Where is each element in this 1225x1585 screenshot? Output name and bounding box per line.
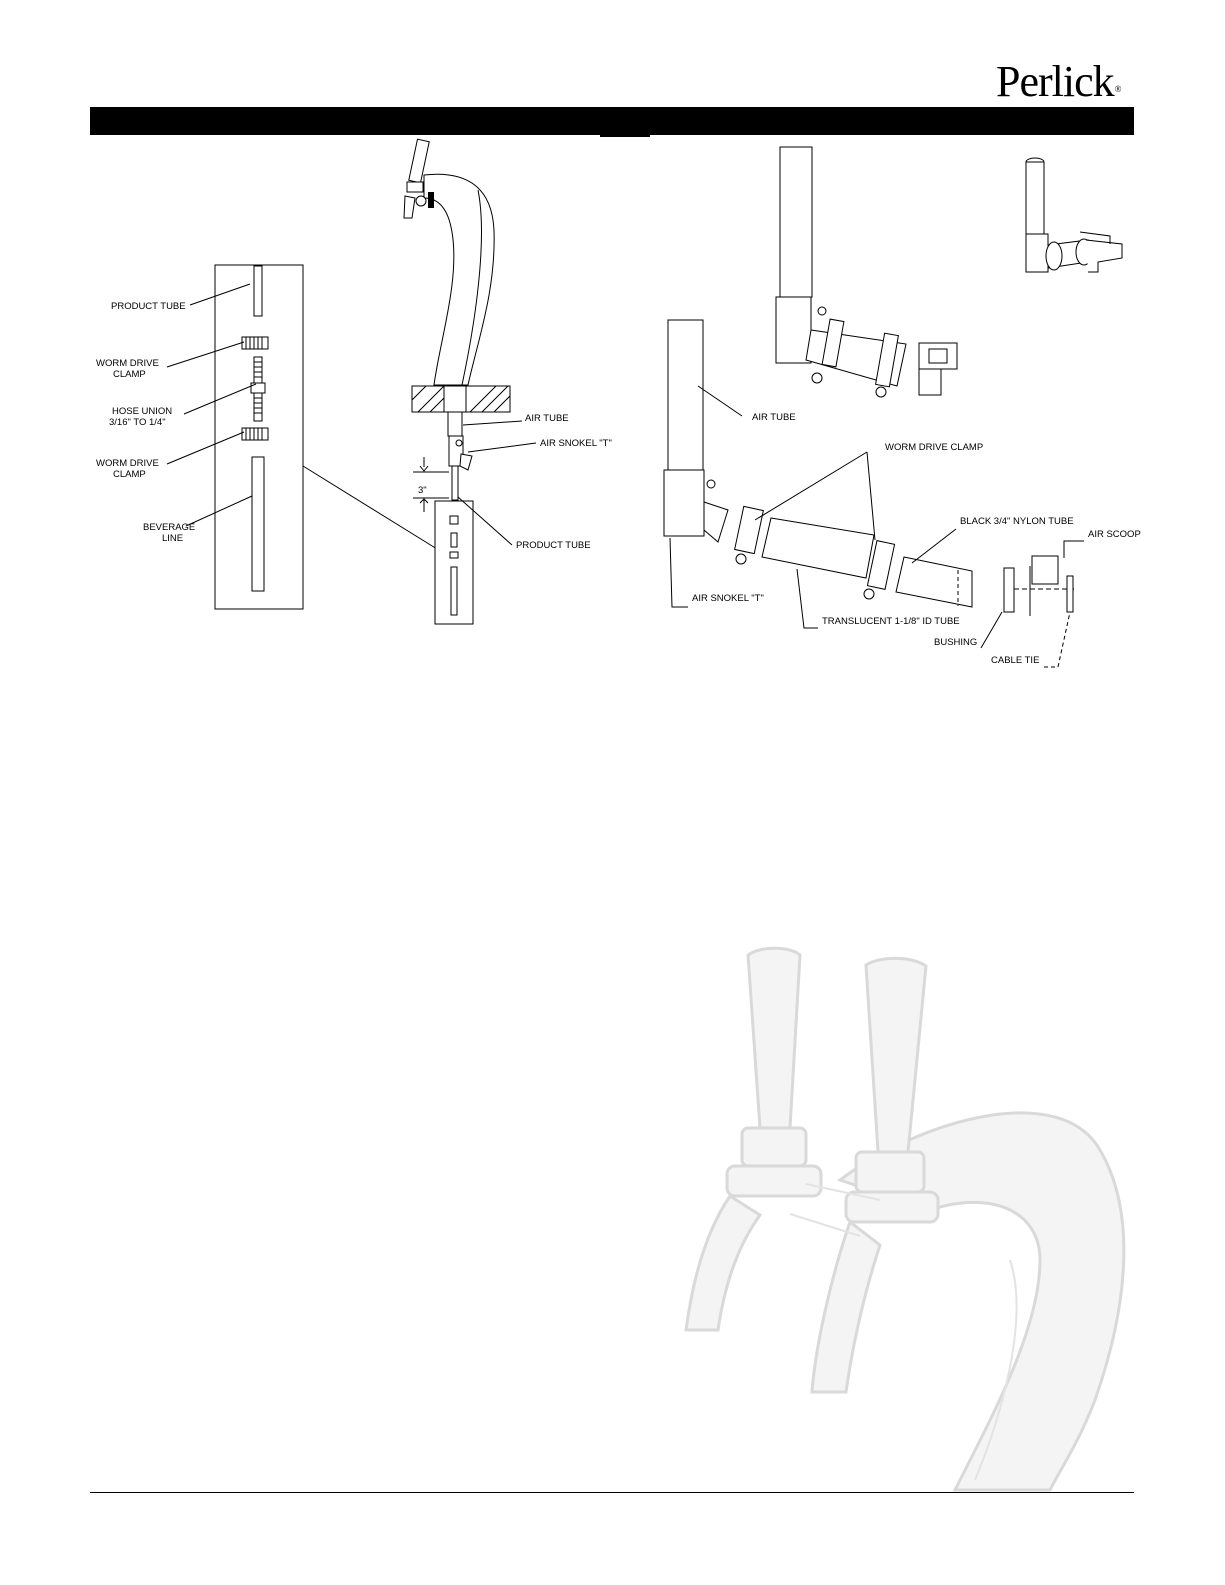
label-worm-clamp-2-b: CLAMP	[113, 469, 146, 480]
label-worm-clamp-1-a: WORM DRIVE	[96, 358, 159, 369]
beverage-line-assembly	[435, 501, 473, 624]
label-worm-clamp: WORM DRIVE CLAMP	[885, 442, 984, 453]
left-labels	[96, 301, 195, 544]
leader-translucent-tube	[797, 569, 818, 628]
leader-cable-tie	[1044, 612, 1070, 667]
leader-air-scoop	[1064, 541, 1084, 558]
beverage-line-part	[252, 457, 264, 591]
tower-mount-block	[412, 386, 510, 412]
brand-name: Perlick	[996, 57, 1114, 106]
cable-tie-part	[1067, 576, 1073, 612]
tower-illustration	[404, 139, 494, 385]
label-bushing: BUSHING	[934, 637, 978, 648]
footer-rule	[90, 1492, 1134, 1493]
leader-air-snorkel	[468, 443, 536, 452]
label-product-tube-2: PRODUCT TUBE	[516, 540, 591, 551]
label-beverage-b: LINE	[162, 533, 184, 544]
leader-air-tube	[463, 421, 522, 425]
label-air-snorkel-right: AIR SNOKEL "T"	[692, 593, 764, 604]
bushing-part	[1004, 568, 1014, 612]
air-snorkel-t-shape	[449, 436, 472, 470]
air-snorkel-t-part	[664, 470, 728, 542]
label-air-snorkel: AIR SNOKEL "T"	[540, 438, 612, 449]
label-product-tube: PRODUCT TUBE	[111, 301, 186, 312]
assembled-view-upper	[776, 147, 957, 397]
faucet-watermark	[686, 948, 1124, 1490]
label-translucent-tube: TRANSLUCENT 1-1/8" ID TUBE	[822, 616, 960, 627]
label-worm-clamp-2-a: WORM DRIVE	[96, 458, 159, 469]
product-tube-shape	[452, 466, 458, 500]
right-labels	[692, 412, 1141, 666]
leader-nylon-tube	[912, 529, 956, 563]
label-hose-union-a: HOSE UNION	[112, 406, 173, 417]
worm-drive-clamp-part-2	[242, 428, 268, 440]
translucent-tube-part	[762, 518, 874, 578]
product-tube-part	[254, 266, 262, 316]
black-nylon-tube-part	[896, 557, 972, 607]
isometric-sketch	[1026, 158, 1122, 272]
leader-air-tube-right	[698, 386, 742, 416]
air-tube-part	[668, 320, 703, 470]
leader-air-snorkel-right	[670, 538, 688, 607]
worm-drive-clamp-part-1	[242, 337, 268, 349]
label-air-tube: AIR TUBE	[525, 413, 569, 424]
leader-detail-link	[303, 466, 437, 549]
label-air-scoop: AIR SCOOP	[1088, 529, 1141, 540]
brand-mark: ®	[1114, 84, 1121, 94]
label-worm-clamp-1-b: CLAMP	[113, 369, 146, 380]
label-air-tube-right: AIR TUBE	[752, 412, 796, 423]
worm-clamp-1-part	[735, 506, 764, 564]
leader-bushing	[981, 612, 1002, 648]
label-cable-tie: CABLE TIE	[991, 655, 1040, 666]
exploded-view	[215, 265, 303, 609]
label-nylon-tube: BLACK 3/4" NYLON TUBE	[960, 516, 1074, 527]
label-beverage-a: BEVERAGE	[143, 522, 196, 533]
label-hose-union-b: 3/16" TO 1/4"	[109, 417, 166, 428]
air-scoop-part	[1014, 556, 1074, 616]
dimension-label: 3"	[418, 485, 427, 496]
air-tube-shape	[448, 412, 462, 436]
